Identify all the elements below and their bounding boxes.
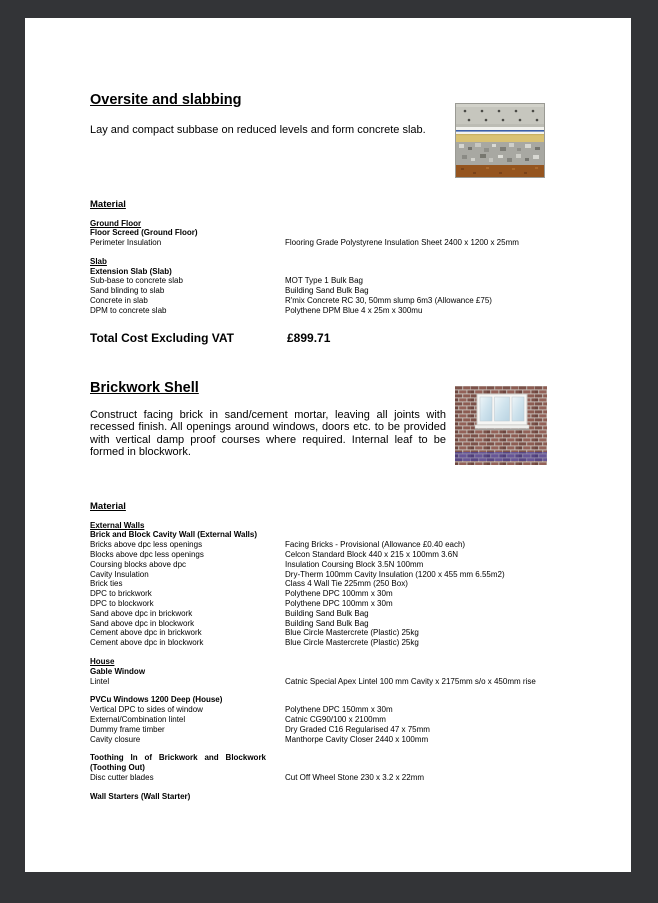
material-row <box>90 638 571 648</box>
material-item-label: DPC to brickwork <box>90 589 152 599</box>
material-item-label: Sand blinding to slab <box>90 286 165 296</box>
material-product-value: R'mix Concrete RC 30, 50mm slump 6m3 (Allowance £75) <box>285 296 492 306</box>
material-item-label: Coursing blocks above dpc <box>90 559 187 569</box>
material-product-value: Blue Circle Mastercrete (Plastic) 25kg <box>285 628 419 638</box>
material-item-label: Vertical DPC to sides of window <box>90 705 203 715</box>
total-cost-value: £899.71 <box>287 330 331 345</box>
material-row <box>90 609 571 619</box>
material-row <box>90 570 571 580</box>
material-row <box>90 715 571 725</box>
document-page <box>25 18 631 872</box>
material-item-label: DPM to concrete slab <box>90 305 167 315</box>
material-heading: Material <box>90 500 126 512</box>
material-row <box>90 306 571 316</box>
group-subheading: Slab <box>90 256 107 266</box>
group-subheading: External Walls <box>90 520 145 530</box>
material-item-label: Perimeter Insulation <box>90 238 162 248</box>
section-description: Lay and compact subbase on reduced levels and form concrete slab. <box>90 124 426 136</box>
material-product-value: Polythene DPC 100mm x 30m <box>285 599 393 609</box>
material-group-external-walls <box>90 521 571 648</box>
material-product-value: Manthorpe Cavity Closer 2440 x 100mm <box>285 734 429 744</box>
material-product-value: Facing Bricks - Provisional (Allowance £0.40 each) <box>285 540 466 550</box>
material-product-value: Blue Circle Mastercrete (Plastic) 25kg <box>285 638 419 648</box>
material-product-value: Building Sand Bulk Bag <box>285 286 369 296</box>
material-row <box>90 540 571 550</box>
material-row <box>90 619 571 629</box>
material-row <box>90 238 571 248</box>
total-cost-line <box>90 331 571 345</box>
material-item-label: Lintel <box>90 676 110 686</box>
group-name-line1: Toothing In of Brickwork and Blockwork <box>90 753 266 763</box>
material-row <box>90 579 571 589</box>
group-name-line2: (Toothing Out) <box>90 763 145 773</box>
material-group-house <box>90 657 571 686</box>
material-product-value: MOT Type 1 Bulk Bag <box>285 276 363 286</box>
material-product-value: Polythene DPC 150mm x 30m <box>285 705 393 715</box>
group-subheading: Ground Floor <box>90 218 142 228</box>
material-item-label: Cement above dpc in blockwork <box>90 638 204 648</box>
section-oversite-and-slabbing <box>90 92 571 345</box>
material-row <box>90 705 571 715</box>
material-group-slab <box>90 257 571 316</box>
group-name: Floor Screed (Ground Floor) <box>90 228 198 238</box>
material-product-value: Building Sand Bulk Bag <box>285 608 369 618</box>
material-row <box>90 735 571 745</box>
material-product-value: Polythene DPC 100mm x 30m <box>285 589 393 599</box>
group-name: Brick and Block Cavity Wall (External Walls) <box>90 530 258 540</box>
material-product-value: Building Sand Bulk Bag <box>285 618 369 628</box>
material-item-label: Cavity Insulation <box>90 569 149 579</box>
material-item-label: Blocks above dpc less openings <box>90 550 204 560</box>
material-row <box>90 286 571 296</box>
material-item-label: Dummy frame timber <box>90 724 165 734</box>
material-item-label: Cavity closure <box>90 734 141 744</box>
material-item-label: Bricks above dpc less openings <box>90 540 203 550</box>
section-title: Oversite and slabbing <box>90 92 242 108</box>
brick-wall-illustration <box>455 386 547 468</box>
group-subheading: House <box>90 657 115 667</box>
group-name: Wall Starters (Wall Starter) <box>90 791 191 801</box>
material-group-ground-floor <box>90 219 571 248</box>
material-item-label: Cement above dpc in brickwork <box>90 628 202 638</box>
material-row <box>90 589 571 599</box>
material-item-label: Sub-base to concrete slab <box>90 276 183 286</box>
material-heading: Material <box>90 198 126 210</box>
group-name: Gable Window <box>90 666 146 676</box>
section-title: Brickwork Shell <box>90 379 199 396</box>
material-row <box>90 276 571 286</box>
material-item-label: DPC to blockwork <box>90 599 154 609</box>
material-item-label: Brick ties <box>90 579 123 589</box>
material-row <box>90 677 571 687</box>
material-product-value: Dry Graded C16 Regularised 47 x 75mm <box>285 724 430 734</box>
material-group-wall-starters <box>90 792 571 802</box>
material-row <box>90 599 571 609</box>
section-brickwork-shell <box>90 380 571 802</box>
material-row <box>90 560 571 570</box>
material-item-label: Disc cutter blades <box>90 773 154 782</box>
material-row <box>90 725 571 735</box>
material-product-value: Catnic Special Apex Lintel 100 mm Cavity x 2175mm s/o x 450mm rise <box>285 676 536 686</box>
concrete-slab-illustration <box>455 103 545 178</box>
material-item-label: External/Combination lintel <box>90 715 186 725</box>
material-item-label: Concrete in slab <box>90 296 148 306</box>
material-product-value: Dry-Therm 100mm Cavity Insulation (1200 x 455 mm 6.55m2) <box>285 569 505 579</box>
material-row <box>90 773 571 783</box>
section-description: Construct facing brick in sand/cement mortar, leaving all joints with recessed finish. All openings around windows, doors etc. to be provided with vertical damp proof courses where required. Internal leaf to be formed in blockwork. <box>90 408 446 459</box>
material-product-value: Polythene DPM Blue 4 x 25m x 300mu <box>285 305 423 315</box>
material-product-value: Cut Off Wheel Stone 230 x 3.2 x 22mm <box>285 773 425 782</box>
material-product-value: Celcon Standard Block 440 x 215 x 100mm 3.6N <box>285 550 458 560</box>
group-name <box>90 753 266 773</box>
material-row <box>90 628 571 638</box>
material-item-label: Sand above dpc in blockwork <box>90 618 195 628</box>
group-name: PVCu Windows 1200 Deep (House) <box>90 695 223 705</box>
group-name: Extension Slab (Slab) <box>90 266 172 276</box>
material-product-value: Insulation Coursing Block 3.5N 100mm <box>285 559 424 569</box>
material-product-value: Flooring Grade Polystyrene Insulation Sheet 2400 x 1200 x 25mm <box>285 238 519 248</box>
material-item-label: Sand above dpc in brickwork <box>90 608 193 618</box>
material-product-value: Catnic CG90/100 x 2100mm <box>285 715 386 725</box>
material-row <box>90 296 571 306</box>
material-row <box>90 550 571 560</box>
material-group-toothing <box>90 753 571 782</box>
total-cost-label: Total Cost Excluding VAT <box>90 330 234 345</box>
material-product-value: Class 4 Wall Tie 225mm (250 Box) <box>285 579 408 589</box>
material-group-pvcu-windows <box>90 695 571 744</box>
